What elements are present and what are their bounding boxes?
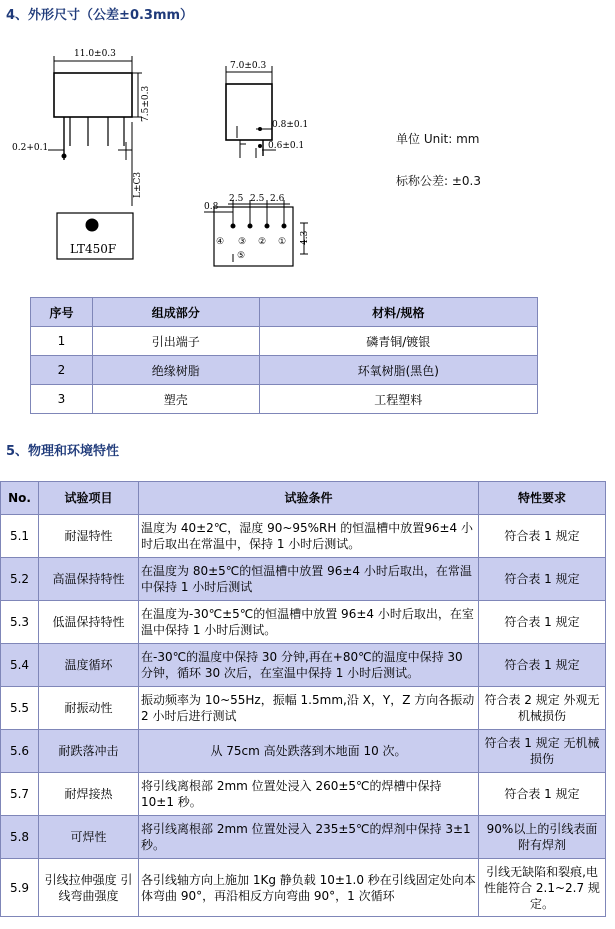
composition-header-row xyxy=(31,298,538,327)
cell-condition: 在温度为-30℃±5℃的恒温槽中放置 96±4 小时后取出，在室温中保持 1 小时后测试。 xyxy=(139,601,479,644)
pin-5-label: ⑤ xyxy=(237,251,246,261)
pin-2-label: ② xyxy=(258,237,267,247)
cell-part: 引出端子 xyxy=(92,327,259,356)
dim-pin-dia: 0.2+0.1 xyxy=(12,143,49,153)
logo-icon xyxy=(86,219,98,231)
test-row xyxy=(1,730,606,773)
cell-requirement: 符合表 1 规定 无机械损伤 xyxy=(479,730,606,773)
cell-requirement: 符合表 1 规定 xyxy=(479,515,606,558)
cell-requirement: 引线无缺陷和裂痕,电性能符合 2.1~2.7 规定。 xyxy=(479,859,606,917)
dim-width-a: 11.0±0.3 xyxy=(74,49,116,59)
dim-pitch-2: 2.5 xyxy=(250,194,265,204)
cell-item: 低温保持特性 xyxy=(39,601,139,644)
dim-height-a: 7.5±0.3 xyxy=(141,85,151,122)
cell-no: 5.8 xyxy=(1,816,39,859)
cell-item: 耐跌落冲击 xyxy=(39,730,139,773)
test-row xyxy=(1,515,606,558)
dim-edge: 0.8 xyxy=(204,202,219,212)
composition-row xyxy=(31,327,538,356)
side-view-body xyxy=(226,84,272,140)
composition-row xyxy=(31,356,538,385)
section-4-title: 4、外形尺寸（公差±0.3mm） xyxy=(6,8,194,23)
cell-no: 1 xyxy=(31,327,93,356)
test-row xyxy=(1,859,606,917)
test-row xyxy=(1,773,606,816)
cell-condition: 温度为 40±2℃，湿度 90~95%RH 的恒温槽中放置96±4 小时后取出在常温中，保持 1 小时后测试。 xyxy=(139,515,479,558)
tests-header-row xyxy=(1,482,606,515)
cell-no: 5.6 xyxy=(1,730,39,773)
cell-part: 绝缘树脂 xyxy=(92,356,259,385)
dimension-drawing xyxy=(0,26,615,290)
outline-drawing-svg xyxy=(0,26,615,290)
test-row xyxy=(1,558,606,601)
pin-1-label: ① xyxy=(278,237,287,247)
cell-requirement: 符合表 1 规定 xyxy=(479,773,606,816)
cell-requirement: 符合表 1 规定 xyxy=(479,644,606,687)
cell-condition: 在温度为 80±5℃的恒温槽中放置 96±4 小时后取出，在常温中保持 1 小时后测试 xyxy=(139,558,479,601)
composition-table xyxy=(30,297,538,414)
cell-item: 温度循环 xyxy=(39,644,139,687)
header-item: 试验项目 xyxy=(39,482,139,515)
cell-requirement: 符合表 1 规定 xyxy=(479,558,606,601)
cell-requirement: 符合表 2 规定 外观无机械损伤 xyxy=(479,687,606,730)
cell-item: 高温保持特性 xyxy=(39,558,139,601)
cell-item: 可焊性 xyxy=(39,816,139,859)
cell-requirement: 90%以上的引线表面附有焊剂 xyxy=(479,816,606,859)
test-row xyxy=(1,816,606,859)
dim-pitch-1: 2.5 xyxy=(229,194,244,204)
test-row xyxy=(1,644,606,687)
cell-no: 5.1 xyxy=(1,515,39,558)
cell-no: 5.4 xyxy=(1,644,39,687)
cell-material: 环氧树脂(黑色) xyxy=(259,356,537,385)
cell-condition: 振动频率为 10~55Hz，振幅 1.5mm,沿 X，Y，Z 方向各振动 2 小时后进行测试 xyxy=(139,687,479,730)
pin-3-label: ③ xyxy=(238,237,247,247)
header-no: 序号 xyxy=(31,298,93,327)
cell-material: 工程塑料 xyxy=(259,385,537,414)
dim-lead-len: L±C3 xyxy=(133,171,143,198)
dim-row: 4.3 xyxy=(300,230,310,245)
cell-no: 5.7 xyxy=(1,773,39,816)
dim-width-b: 7.0±0.3 xyxy=(230,61,267,71)
cell-no: 5.3 xyxy=(1,601,39,644)
cell-condition: 从 75cm 高处跌落到木地面 10 次。 xyxy=(139,730,479,773)
cell-no: 3 xyxy=(31,385,93,414)
cell-condition: 将引线离根部 2mm 位置处浸入 260±5℃的焊槽中保持 10±1 秒。 xyxy=(139,773,479,816)
dim-pin-w: 0.8±0.1 xyxy=(272,120,309,130)
front-view-body xyxy=(54,73,132,117)
cell-no: 5.5 xyxy=(1,687,39,730)
cell-condition: 各引线轴方向上施加 1Kg 静负载 10±1.0 秒在引线固定处向本体弯曲 90°，再沿相反方向弯曲 90°，1 次循环 xyxy=(139,859,479,917)
cell-requirement: 符合表 1 规定 xyxy=(479,601,606,644)
cell-item: 耐振动性 xyxy=(39,687,139,730)
cell-no: 2 xyxy=(31,356,93,385)
header-material: 材料/规格 xyxy=(259,298,537,327)
cell-material: 磷青铜/镀银 xyxy=(259,327,537,356)
section-5-title: 5、物理和环境特性 xyxy=(6,444,120,459)
cell-no: 5.2 xyxy=(1,558,39,601)
header-no: No. xyxy=(1,482,39,515)
tolerance-label: 标称公差: ±0.3 xyxy=(396,174,481,188)
cell-item: 耐焊接热 xyxy=(39,773,139,816)
test-row xyxy=(1,687,606,730)
pin-4-label: ④ xyxy=(216,237,225,247)
header-requirement: 特性要求 xyxy=(479,482,606,515)
unit-label: 单位 Unit: mm xyxy=(396,132,480,146)
part-label: LT450F xyxy=(70,242,117,256)
cell-item: 耐湿特性 xyxy=(39,515,139,558)
dim-pitch-3: 2.6 xyxy=(270,194,285,204)
test-row xyxy=(1,601,606,644)
header-part: 组成部分 xyxy=(92,298,259,327)
cell-no: 5.9 xyxy=(1,859,39,917)
cell-part: 塑壳 xyxy=(92,385,259,414)
tests-table xyxy=(0,481,606,917)
cell-condition: 在-30℃的温度中保持 30 分钟,再在+80℃的温度中保持 30 分钟，循环 30 次后，在室温中保持 1 小时后测试。 xyxy=(139,644,479,687)
cell-condition: 将引线离根部 2mm 位置处浸入 235±5℃的焊剂中保持 3±1 秒。 xyxy=(139,816,479,859)
cell-item: 引线拉伸强度 引线弯曲强度 xyxy=(39,859,139,917)
header-condition: 试验条件 xyxy=(139,482,479,515)
dim-pin-t: 0.6±0.1 xyxy=(268,141,305,151)
composition-row xyxy=(31,385,538,414)
